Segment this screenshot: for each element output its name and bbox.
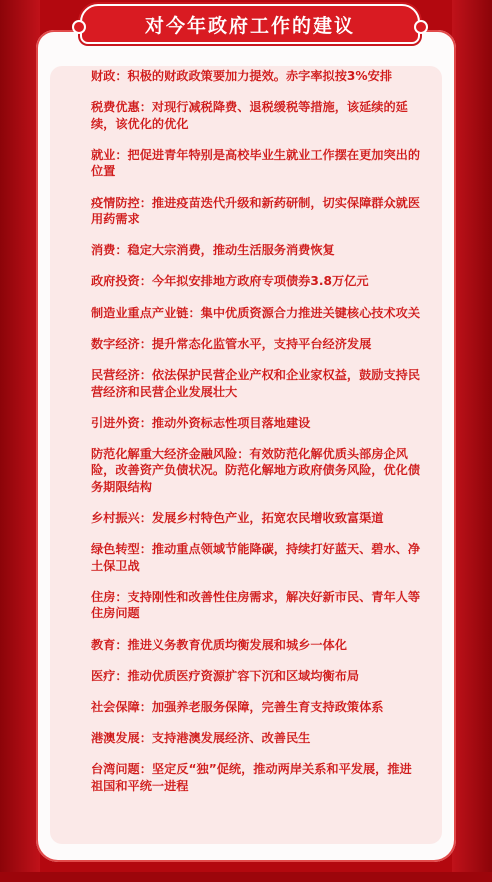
list-item: 引进外资：推动外资标志性项目落地建设: [91, 415, 311, 430]
list-item: 财政：积极的财政政策要加力提效。赤字率拟按3%安排: [91, 69, 393, 83]
list-item: 社会保障：加强养老服务保障，完善生育支持政策体系: [91, 700, 384, 714]
list-item: 政府投资：今年拟安排地方政府专项债券3.8万亿元: [91, 274, 369, 289]
list-item: 民营经济：依法保护民营企业产权和企业家权益，鼓励支持民营经济和民营企业发展壮大: [91, 368, 421, 399]
page-title: 对今年政府工作的建议: [144, 14, 355, 37]
right-background-band: [452, 0, 492, 882]
list-item: 就业：把促进青年特别是高校毕业生就业工作摆在更加突出的位置: [91, 147, 421, 179]
list-item: 制造业重点产业链：集中优质资源合力推进关键核心技术攻关: [91, 305, 421, 320]
left-background-band: [0, 0, 40, 882]
bottom-bar: [0, 872, 492, 882]
list-item: 防范化解重大经济金融风险：有效防范化解优质头部房企风险，改善资产负债状况。防范化解地方政府债务风险，优化债务期限结构: [91, 446, 421, 494]
list-item: 疫情防控：推进疫苗迭代升级和新药研制，切实保障群众就医用药需求: [91, 195, 421, 227]
list-item: 乡村振兴：发展乡村特色产业，拓宽农民增收致富渠道: [91, 511, 384, 526]
list-item: 住房：支持刚性和改善性住房需求，解决好新市民、青年人等住房问题: [91, 589, 421, 621]
list-item: 医疗：推动优质医疗资源扩容下沉和区域均衡布局: [91, 668, 360, 683]
title-banner: [80, 4, 420, 44]
list-item: 数字经济：提升常态化监管水平，支持平台经济发展: [91, 336, 372, 351]
list-item: 绿色转型：推动重点领域节能降碳，持续打好蓝天、碧水、净土保卫战: [91, 542, 421, 573]
list-item: 教育：推进义务教育优质均衡发展和城乡一体化: [91, 637, 347, 652]
suggestion-list: [91, 68, 421, 809]
list-item: 港澳发展：支持港澳发展经济、改善民生: [91, 731, 311, 746]
list-item: 台湾问题：坚定反“独”促统，推动两岸关系和平发展，推进祖国和平统一进程: [91, 762, 412, 793]
list-item: 税费优惠：对现行减税降费、退税缓税等措施，该延续的延续，该优化的优化: [91, 100, 408, 131]
list-item: 消费：稳定大宗消费，推动生活服务消费恢复: [91, 243, 335, 258]
